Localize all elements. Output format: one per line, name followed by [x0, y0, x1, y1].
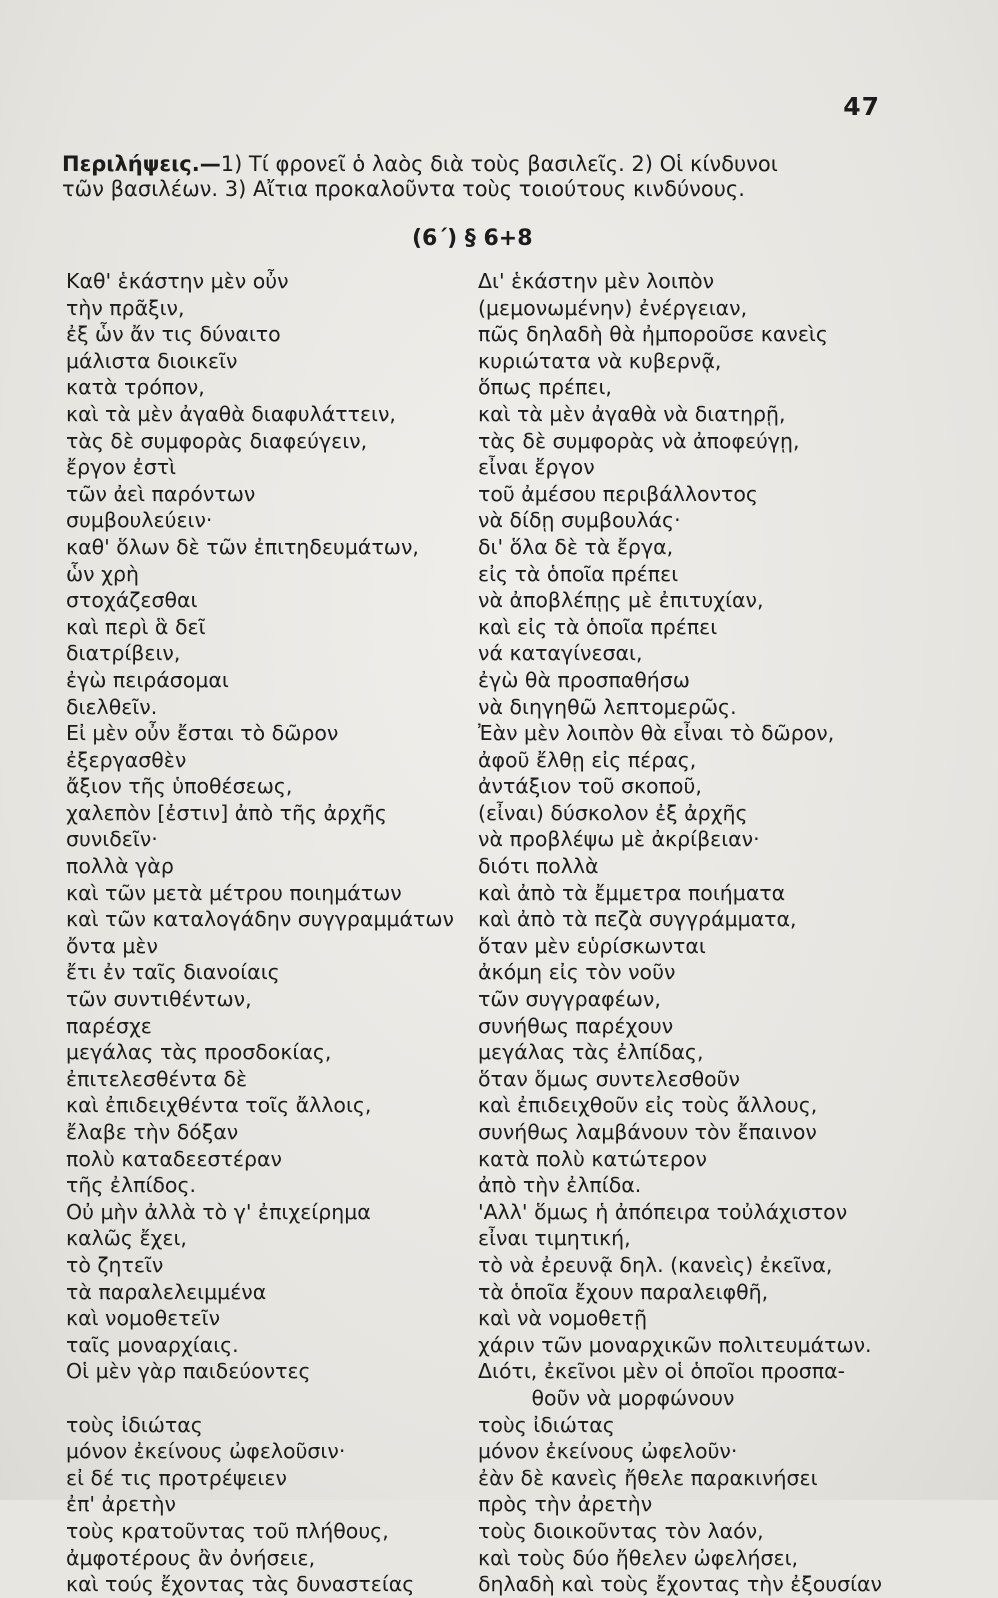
- translation-line: ὅταν μὲν εὑρίσκωνται: [478, 933, 706, 958]
- ancient-text-line: εἰ δέ τις προτρέψειεν: [66, 1465, 287, 1490]
- translation-line: ἐγὼ θὰ προσπαθήσω: [478, 667, 690, 692]
- translation-line: (εἶναι) δύσκολον ἐξ ἀρχῆς: [478, 800, 748, 825]
- translation-line: Ἐὰν μὲν λοιπὸν θὰ εἶναι τὸ δῶρον,: [478, 721, 835, 746]
- translation-line: τοῦ ἀμέσου περιβάλλοντος: [478, 481, 758, 506]
- ancient-text-line: μόνον ἐκείνους ὠφελοῦσιν·: [66, 1439, 346, 1464]
- ancient-text-line: τῆς ἐλπίδος.: [66, 1173, 197, 1198]
- ancient-text-line: τοὺς κρατοῦντας τοῦ πλήθους,: [66, 1518, 389, 1543]
- ancient-greek-text-column: [66, 268, 466, 1598]
- ancient-text-line: τῶν ἀεὶ παρόντων: [66, 481, 256, 506]
- translation-line: κυριώτατα νὰ κυβερνᾷ,: [478, 348, 722, 373]
- ancient-text-line: χαλεπὸν [ἐστιν] ἀπὸ τῆς ἀρχῆς: [66, 800, 387, 825]
- translation-line: εἰς τὰ ὁποῖα πρέπει: [478, 561, 679, 586]
- translation-line: καὶ νὰ νομοθετῇ: [478, 1306, 648, 1331]
- translation-line: εἶναι τιμητική,: [478, 1226, 631, 1251]
- ancient-text-line: μεγάλας τὰς προσδοκίας,: [66, 1040, 332, 1065]
- ancient-text-line: καὶ νομοθετεῖν: [66, 1306, 221, 1331]
- ancient-text-line: καὶ τῶν καταλογάδην συγγραμμάτων: [66, 907, 454, 932]
- translation-line: καὶ ἐπιδειχθοῦν εἰς τοὺς ἄλλους,: [478, 1093, 818, 1118]
- translation-line: μόνον ἐκείνους ὠφελοῦν·: [478, 1439, 738, 1464]
- ancient-text-line: ἔτι ἐν ταῖς διανοίαις: [66, 960, 280, 985]
- ancient-text-line: καλῶς ἔχει,: [66, 1226, 187, 1251]
- ancient-text-line: ἄξιον τῆς ὑποθέσεως,: [66, 774, 293, 799]
- translation-line: ἀκόμη εἰς τὸν νοῦν: [478, 960, 676, 985]
- translation-line: νὰ διηγηθῶ λεπτομερῶς.: [478, 694, 737, 719]
- translation-line: καὶ ἀπὸ τὰ ἔμμετρα ποιήματα: [478, 880, 786, 905]
- translation-line: ὅταν ὅμως συντελεσθοῦν: [478, 1066, 740, 1091]
- translation-line: νὰ προβλέψω μὲ ἀκρίβειαν·: [478, 827, 760, 852]
- ancient-text-line: καὶ τούς ἔχοντας τὰς δυναστείας: [66, 1572, 415, 1597]
- ancient-text-line: τῶν συντιθέντων,: [66, 987, 252, 1012]
- ancient-text-line: μάλιστα διοικεῖν: [66, 348, 238, 373]
- translation-line: τὰ ὁποῖα ἔχουν παραλειφθῆ,: [478, 1279, 769, 1304]
- ancient-text-line: ἐξ ὧν ἄν τις δύναιτο: [66, 322, 281, 347]
- ancient-text-line: συνιδεῖν·: [66, 827, 158, 852]
- ancient-text-line: ἔλαβε τὴν δόξαν: [66, 1120, 239, 1144]
- ancient-text-line: παρέσχε: [66, 1013, 152, 1038]
- translation-line: νά καταγίνεσαι,: [478, 641, 643, 666]
- translation-line: κατὰ πολὺ κατώτερον: [478, 1146, 707, 1171]
- translation-line: δηλαδὴ καὶ τοὺς ἔχοντας τὴν ἐξουσίαν: [478, 1572, 883, 1597]
- summary-line-1: [62, 152, 912, 177]
- translation-line: καὶ εἰς τὰ ὁποῖα πρέπει: [478, 614, 718, 639]
- ancient-text-line: καὶ τῶν μετὰ μέτρου ποιημάτων: [66, 880, 402, 905]
- summary-text-2: τῶν βασιλέων. 3) Αἴτια προκαλοῦντα τοὺς τοιούτους κινδύνους.: [62, 177, 745, 201]
- translation-line: πῶς δηλαδὴ θὰ ἠμποροῦσε κανεὶς: [478, 322, 828, 347]
- ancient-text-line: τὴν πρᾶξιν,: [66, 295, 185, 320]
- translation-line: ἀπὸ τὴν ἐλπίδα.: [478, 1173, 642, 1198]
- translation-line: συνήθως παρέχουν: [478, 1013, 674, 1038]
- ancient-text-line: ταῖς μοναρχίαις.: [66, 1332, 239, 1357]
- ancient-text-line: Εἰ μὲν οὖν ἔσται τὸ δῶρον: [66, 721, 339, 746]
- ancient-text-line: στοχάζεσθαι: [66, 588, 198, 613]
- translation-line: ἐὰν δὲ κανεὶς ἤθελε παρακινήσει: [478, 1465, 818, 1490]
- ancient-text-line: ἐπ' ἀρετὴν: [66, 1492, 176, 1517]
- ancient-text-line: ἐγὼ πειράσομαι: [66, 667, 229, 692]
- translation-line: εἶναι ἔργον: [478, 455, 595, 480]
- translation-line: διότι πολλὰ: [478, 854, 599, 879]
- translation-line: τοὺς ἰδιώτας: [478, 1412, 615, 1437]
- ancient-text-line: καὶ περὶ ἃ δεῖ: [66, 614, 206, 639]
- translation-line: νὰ δίδῃ συμβουλάς·: [478, 508, 681, 533]
- summary-paragraph: [62, 152, 912, 202]
- ancient-text-line: καὶ ἐπιδειχθέντα τοῖς ἄλλοις,: [66, 1093, 372, 1118]
- translation-line: ὅπως πρέπει,: [478, 375, 612, 400]
- ancient-text-line: Καθ' ἑκάστην μὲν οὖν: [66, 269, 289, 293]
- translation-line: τῶν συγγραφέων,: [478, 987, 661, 1012]
- translation-line: καὶ ἀπὸ τὰ πεζὰ συγγράμματα,: [478, 907, 797, 932]
- translation-line: καὶ τὰ μὲν ἀγαθὰ νὰ διατηρῇ,: [478, 401, 786, 426]
- ancient-text-line: Οἱ μὲν γὰρ παιδεύοντες: [66, 1359, 311, 1384]
- ancient-text-line: ἀμφοτέρους ἂν ὀνήσειε,: [66, 1545, 316, 1570]
- translation-line: μεγάλας τὰς ἐλπίδας,: [478, 1040, 704, 1065]
- ancient-text-line: ἐξεργασθὲν: [66, 747, 187, 772]
- ancient-text-line: κατὰ τρόπον,: [66, 375, 205, 400]
- translation-line: Διότι, ἐκεῖνοι μὲν οἱ ὁποῖοι προσπα-: [478, 1359, 846, 1384]
- ancient-text-line: ἔργον ἐστὶ: [66, 455, 177, 480]
- translation-line: συνήθως λαμβάνουν τὸν ἔπαινον: [478, 1120, 817, 1144]
- ancient-text-line: Οὐ μὴν ἀλλὰ τὸ γ' ἐπιχείρημα: [66, 1199, 371, 1224]
- page-number: 47: [843, 92, 880, 121]
- ancient-text-line: τὰ παραλελειμμένα: [66, 1279, 267, 1304]
- translation-line: τοὺς διοικοῦντας τὸν λαόν,: [478, 1518, 764, 1543]
- ancient-text-line: καθ' ὅλων δὲ τῶν ἐπιτηδευμάτων,: [66, 534, 419, 559]
- translation-line: πρὸς τὴν ἀρετὴν: [478, 1492, 653, 1517]
- translation-line: νὰ ἀποβλέπῃς μὲ ἐπιτυχίαν,: [478, 588, 764, 613]
- ancient-text-line: ἐπιτελεσθέντα δὲ: [66, 1066, 248, 1091]
- section-heading: (6΄) § 6+8: [412, 226, 533, 251]
- ancient-text-line: τοὺς ἰδιώτας: [66, 1412, 203, 1437]
- translation-line: Δι' ἑκάστην μὲν λοιπὸν: [478, 269, 715, 293]
- ancient-text-line: διατρίβειν,: [66, 641, 181, 666]
- summary-text-1: 1) Τί φρονεῖ ὁ λαὸς διὰ τοὺς βασιλεῖς. 2) Οἱ κίνδυνοι: [220, 152, 778, 176]
- ancient-text-line: τὸ ζητεῖν: [66, 1252, 164, 1277]
- ancient-text-line: διελθεῖν.: [66, 694, 158, 719]
- translation-line: θοῦν νὰ μορφώνουν: [531, 1385, 735, 1410]
- ancient-text-line: συμβουλεύειν·: [66, 508, 213, 533]
- translation-line: τὰς δὲ συμφορὰς νὰ ἀποφεύγῃ,: [478, 428, 800, 453]
- ancient-text-line: πολὺ καταδεεστέραν: [66, 1146, 282, 1171]
- ancient-text-line: πολλὰ γὰρ: [66, 854, 174, 879]
- ancient-text-line: ὧν χρὴ: [66, 561, 139, 586]
- ancient-text-line: καὶ τὰ μὲν ἀγαθὰ διαφυλάττειν,: [66, 401, 396, 426]
- translation-line: καὶ τοὺς δύο ἤθελεν ὠφελήσει,: [478, 1545, 799, 1570]
- translation-line: τὸ νὰ ἐρευνᾷ δηλ. (κανεὶς) ἐκεῖνα,: [478, 1252, 833, 1277]
- ancient-text-line: ὄντα μὲν: [66, 933, 158, 958]
- modern-greek-translation-column: [478, 268, 908, 1598]
- translation-line: 'Αλλ' ὅμως ἡ ἀπόπειρα τοὐλάχιστον: [478, 1199, 848, 1224]
- ancient-text-line: τὰς δὲ συμφορὰς διαφεύγειν,: [66, 428, 368, 453]
- translation-line: χάριν τῶν μοναρχικῶν πολιτευμάτων.: [478, 1332, 872, 1357]
- summary-lead: Περιλήψεις.—: [62, 152, 221, 176]
- translation-line: ἀντάξιον τοῦ σκοποῦ,: [478, 774, 702, 799]
- translation-line: δι' ὅλα δὲ τὰ ἔργα,: [478, 534, 674, 559]
- ancient-text-line: [66, 1385, 466, 1412]
- translation-line: ἀφοῦ ἔλθῃ εἰς πέρας,: [478, 747, 697, 772]
- translation-line: (μεμονωμένην) ἐνέργειαν,: [478, 295, 748, 320]
